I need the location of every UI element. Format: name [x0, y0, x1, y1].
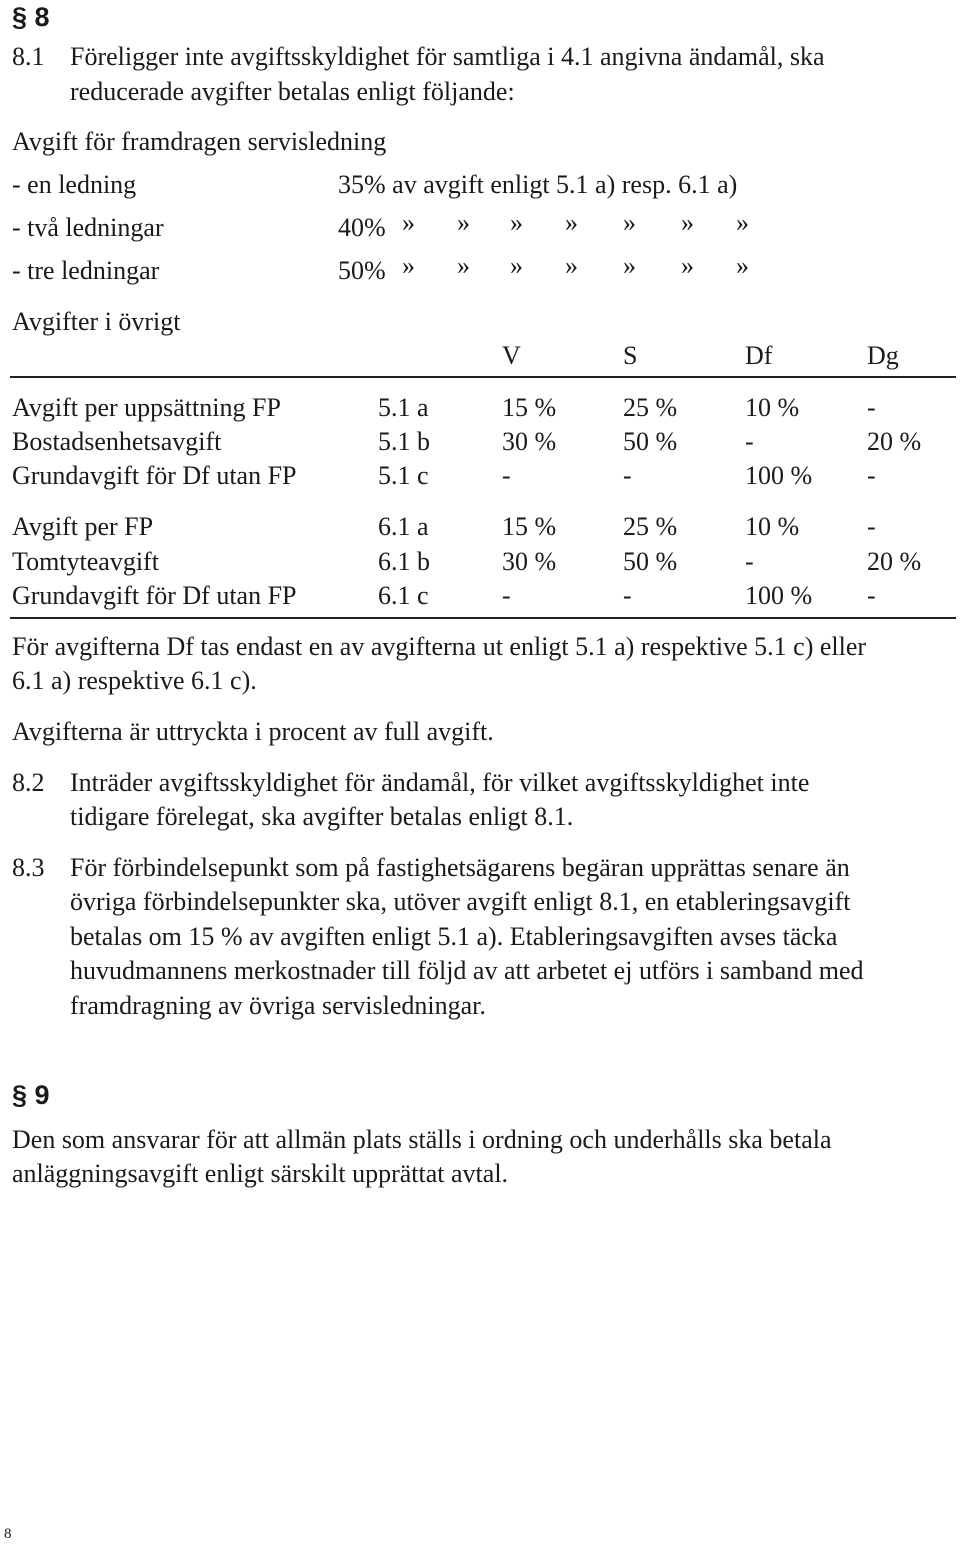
- ditto-mark: »: [510, 251, 523, 280]
- note-df-line-2: 6.1 a) respektive 6.1 c).: [12, 666, 257, 695]
- ditto-mark: »: [402, 251, 415, 280]
- paragraph-8-2-line-2: tidigare förelegat, ska avgifter betalas enligt 8.1.: [70, 802, 574, 831]
- cell-v: 30 %: [502, 547, 557, 576]
- section-8-heading: § 8: [12, 2, 50, 32]
- cell-dg: -: [867, 581, 876, 610]
- ditto-mark: »: [565, 208, 578, 237]
- ditto-mark: »: [402, 208, 415, 237]
- column-header-df: Df: [745, 341, 773, 370]
- cell-dg: -: [867, 461, 876, 490]
- row-ref: 6.1 a: [378, 512, 429, 541]
- page-number: 8: [4, 1526, 12, 1542]
- paragraph-8-3-line: huvudmannens merkostnader till följd av att arbetet ej utförs i samband med: [70, 956, 864, 985]
- servis-row-label: - två ledningar: [12, 213, 164, 242]
- paragraph-8-3-line: betalas om 15 % av avgiften enligt 5.1 a). Etableringsavgiften avses täcka: [70, 922, 838, 951]
- note-df-line-1: För avgifterna Df tas endast en av avgifterna ut enligt 5.1 a) respektive 5.1 c) eller: [12, 632, 867, 661]
- paragraph-8-1-line-1: Föreligger inte avgiftsskyldighet för samtliga i 4.1 angivna ändamål, ska: [70, 42, 825, 71]
- servis-row-value: 40%: [338, 213, 386, 242]
- cell-v: 30 %: [502, 427, 557, 456]
- servis-row-label: - tre ledningar: [12, 256, 160, 285]
- row-ref: 6.1 b: [378, 547, 430, 576]
- cell-dg: -: [867, 512, 876, 541]
- servis-row-value: 50%: [338, 256, 386, 285]
- ditto-mark: »: [623, 251, 636, 280]
- cell-s: 50 %: [623, 427, 678, 456]
- paragraph-8-2-number: 8.2: [12, 768, 45, 797]
- ditto-mark: »: [736, 251, 749, 280]
- row-ref: 6.1 c: [378, 581, 429, 610]
- cell-s: 50 %: [623, 547, 678, 576]
- cell-s: 25 %: [623, 393, 678, 422]
- ditto-mark: »: [457, 208, 470, 237]
- paragraph-8-3-line: övriga förbindelsepunkter ska, utöver avgift enligt 8.1, en etableringsavgift: [70, 887, 851, 916]
- note-percent: Avgifterna är uttryckta i procent av full avgift.: [12, 717, 494, 746]
- table-rule-top: [10, 376, 956, 378]
- paragraph-8-3-line: framdragning av övriga servisledningar.: [70, 991, 486, 1020]
- column-header-s: S: [623, 341, 638, 370]
- ditto-mark: »: [510, 208, 523, 237]
- cell-df: -: [745, 427, 754, 456]
- row-label: Avgift per uppsättning FP: [12, 393, 281, 422]
- row-label: Bostadsenhetsavgift: [12, 427, 222, 456]
- cell-v: 15 %: [502, 393, 557, 422]
- table-rule-bottom: [10, 617, 956, 619]
- row-ref: 5.1 a: [378, 393, 429, 422]
- paragraph-8-1-number: 8.1: [12, 42, 45, 71]
- row-label: Avgift per FP: [12, 512, 154, 541]
- cell-dg: 20 %: [867, 547, 922, 576]
- cell-v: -: [502, 581, 511, 610]
- ovrigt-heading: Avgifter i övrigt: [12, 307, 181, 336]
- cell-s: 25 %: [623, 512, 678, 541]
- row-label: Tomtyteavgift: [12, 547, 159, 576]
- paragraph-8-3-line: För förbindelsepunkt som på fastighetsägarens begäran upprättas senare än: [70, 853, 850, 882]
- cell-df: -: [745, 547, 754, 576]
- paragraph-8-2-line-1: Inträder avgiftsskyldighet för ändamål, för vilket avgiftsskyldighet inte: [70, 768, 810, 797]
- cell-df: 100 %: [745, 581, 813, 610]
- ditto-mark: »: [681, 251, 694, 280]
- paragraph-8-1-line-2: reducerade avgifter betalas enligt följande:: [70, 77, 515, 106]
- ditto-mark: »: [457, 251, 470, 280]
- cell-s: -: [623, 581, 632, 610]
- section-9-line-1: Den som ansvarar för att allmän plats ställs i ordning och underhålls ska betala: [12, 1125, 832, 1154]
- cell-dg: 20 %: [867, 427, 922, 456]
- row-label: Grundavgift för Df utan FP: [12, 581, 297, 610]
- row-label: Grundavgift för Df utan FP: [12, 461, 297, 490]
- ditto-mark: »: [681, 208, 694, 237]
- cell-v: 15 %: [502, 512, 557, 541]
- section-9-heading: § 9: [12, 1080, 50, 1110]
- cell-df: 100 %: [745, 461, 813, 490]
- ditto-mark: »: [623, 208, 636, 237]
- column-header-v: V: [502, 341, 521, 370]
- servis-row-value: 35% av avgift enligt 5.1 a) resp. 6.1 a): [338, 170, 738, 199]
- cell-v: -: [502, 461, 511, 490]
- row-ref: 5.1 c: [378, 461, 429, 490]
- cell-df: 10 %: [745, 512, 800, 541]
- cell-s: -: [623, 461, 632, 490]
- servis-heading: Avgift för framdragen servisledning: [12, 127, 387, 156]
- section-9-line-2: anläggningsavgift enligt särskilt upprättat avtal.: [12, 1159, 509, 1188]
- cell-dg: -: [867, 393, 876, 422]
- paragraph-8-3-number: 8.3: [12, 853, 45, 882]
- column-header-dg: Dg: [867, 341, 899, 370]
- ditto-mark: »: [736, 208, 749, 237]
- cell-df: 10 %: [745, 393, 800, 422]
- ditto-mark: »: [565, 251, 578, 280]
- servis-row-label: - en ledning: [12, 170, 137, 199]
- row-ref: 5.1 b: [378, 427, 430, 456]
